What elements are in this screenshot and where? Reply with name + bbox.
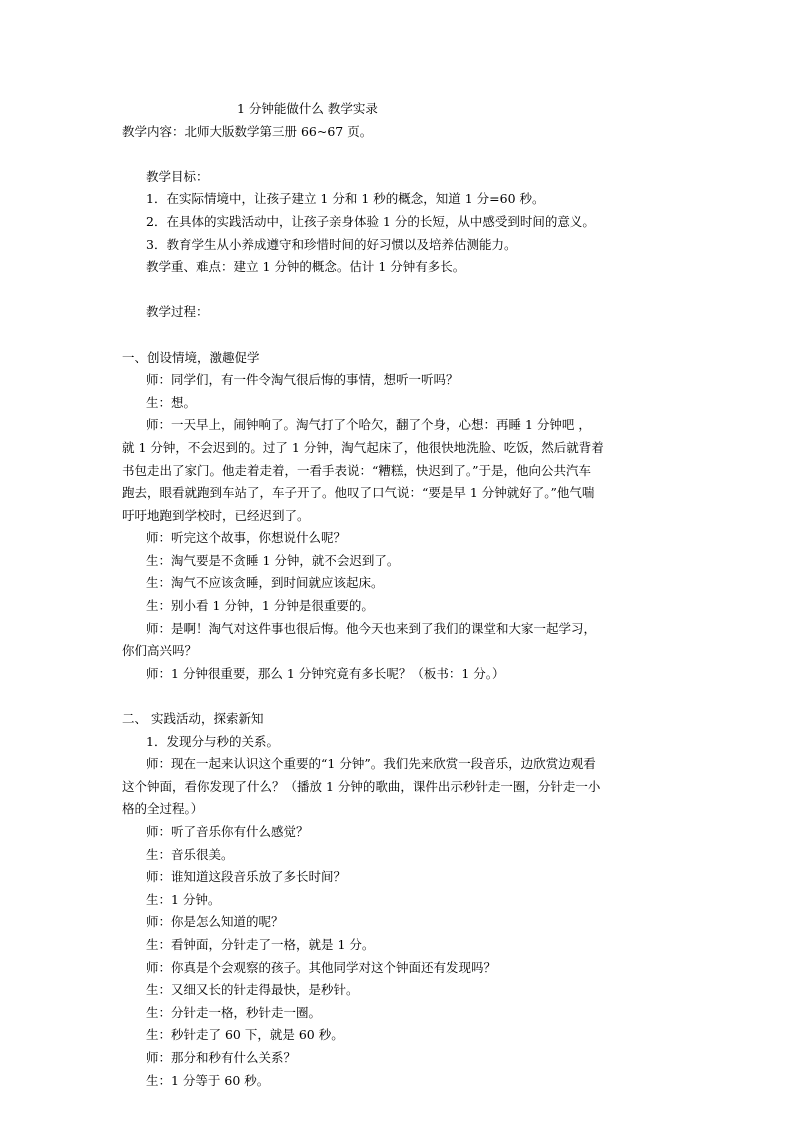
- objectives-heading: 教学目标：: [146, 168, 209, 184]
- dialogue-line: 师：你是怎么知道的呢？: [146, 914, 284, 930]
- objective-item: 1．在实际情境中，让孩子建立 1 分和 1 秒的概念，知道 1 分=60 秒。: [146, 191, 545, 207]
- dialogue-line: 师：听了音乐你有什么感觉？: [146, 824, 309, 839]
- dialogue-line: 生：1 分钟。: [146, 891, 221, 907]
- dialogue-line: 生：秒针走了 60 下，就是 60 秒。: [146, 1027, 344, 1043]
- dialogue-line: 这个钟面，看你发现了什么？（播放 1 分钟的歌曲，课件出示秒针走一圈，分针走一小: [122, 778, 601, 794]
- dialogue-line: 师：是啊！淘气对这件事也很后悔。他今天也来到了我们的课堂和大家一起学习，: [146, 620, 597, 636]
- dialogue-line: 师：一天早上，闹钟响了。淘气打了个哈欠，翻了个身，心想：再睡 1 分钟吧 ，: [146, 417, 591, 433]
- key-points: 教学重、难点：建立 1 分钟的概念。估计 1 分钟有多长。: [146, 259, 466, 275]
- dialogue-line: 跑去，眼看就跑到车站了，车子开了。他叹了口气说：“要是早 1 分钟就好了。”他气喘: [122, 485, 595, 501]
- section-heading: 一、创设情境，激趣促学: [122, 349, 260, 365]
- dialogue-line: 生：淘气要是不贪睡 1 分钟，就不会迟到了。: [146, 552, 400, 568]
- dialogue-line: 生：别小看 1 分钟，1 分钟是很重要的。: [146, 598, 374, 614]
- spacer: [122, 279, 682, 302]
- dialogue-line: 生：1 分等于 60 秒。: [146, 1072, 270, 1088]
- dialogue-line: 就 1 分钟，不会迟到的。过了 1 分钟，淘气起床了，他很快地洗脸、吃饭，然后就背着: [122, 439, 604, 455]
- dialogue-line: 格的全过程。）: [122, 801, 204, 817]
- dialogue-line: 师：你真是个会观察的孩子。其他同学对这个钟面还有发现吗？: [146, 959, 497, 975]
- dialogue-line: 生：淘气不应该贪睡，到时间就应该起床。: [146, 575, 384, 591]
- spacer: [122, 143, 682, 166]
- dialogue-line: 生：又细又长的针走得最快，是秒针。: [146, 982, 359, 998]
- subsection-heading: 1．发现分与秒的关系。: [146, 733, 279, 749]
- dialogue-line: 师：那分和秒有什么关系？: [146, 1049, 297, 1065]
- dialogue-line: 生：想。: [146, 394, 197, 410]
- spacer: [122, 685, 682, 708]
- document-body: [122, 98, 682, 1092]
- dialogue-line: 师：谁知道这段音乐放了多长时间？: [146, 869, 347, 885]
- dialogue-line: 师：现在一起来认识这个重要的“1 分钟”。我们先来欣赏一段音乐，边欣赏边观看: [146, 756, 596, 772]
- dialogue-line: 师：1 分钟很重要，那么 1 分钟究竟有多长呢？（板书：1 分。）: [146, 665, 505, 681]
- dialogue-line: 吁吁地跑到学校时，已经迟到了。: [122, 507, 310, 523]
- dialogue-line: 书包走出了家门。他走着走着，一看手表说：“糟糕，快迟到了。”于是，他向公共汽车: [122, 462, 592, 478]
- process-heading: 教学过程：: [146, 304, 209, 320]
- dialogue-line: 你们高兴吗？: [122, 643, 198, 659]
- document-title: 1 分钟能做什么 教学实录: [237, 101, 378, 116]
- spacer: [122, 324, 682, 347]
- dialogue-line: 生：分针走一格，秒针走一圈。: [146, 1004, 322, 1020]
- dialogue-line: 师：同学们，有一件令淘气很后悔的事情，想听一听吗？: [146, 372, 459, 388]
- dialogue-line: 生：音乐很美。: [146, 846, 234, 862]
- objective-item: 2．在具体的实践活动中，让孩子亲身体验 1 分的长短，从中感受到时间的意义。: [146, 213, 595, 229]
- objective-item: 3．教育学生从小养成遵守和珍惜时间的好习惯以及培养估测能力。: [146, 236, 517, 252]
- dialogue-line: 生：看钟面，分针走了一格，就是 1 分。: [146, 936, 375, 952]
- section-heading: 二、 实践活动，探索新知: [122, 711, 264, 727]
- teaching-content: 教学内容：北师大版数学第三册 66~67 页。: [122, 123, 373, 139]
- dialogue-line: 师：听完这个故事，你想说什么呢？: [146, 530, 347, 546]
